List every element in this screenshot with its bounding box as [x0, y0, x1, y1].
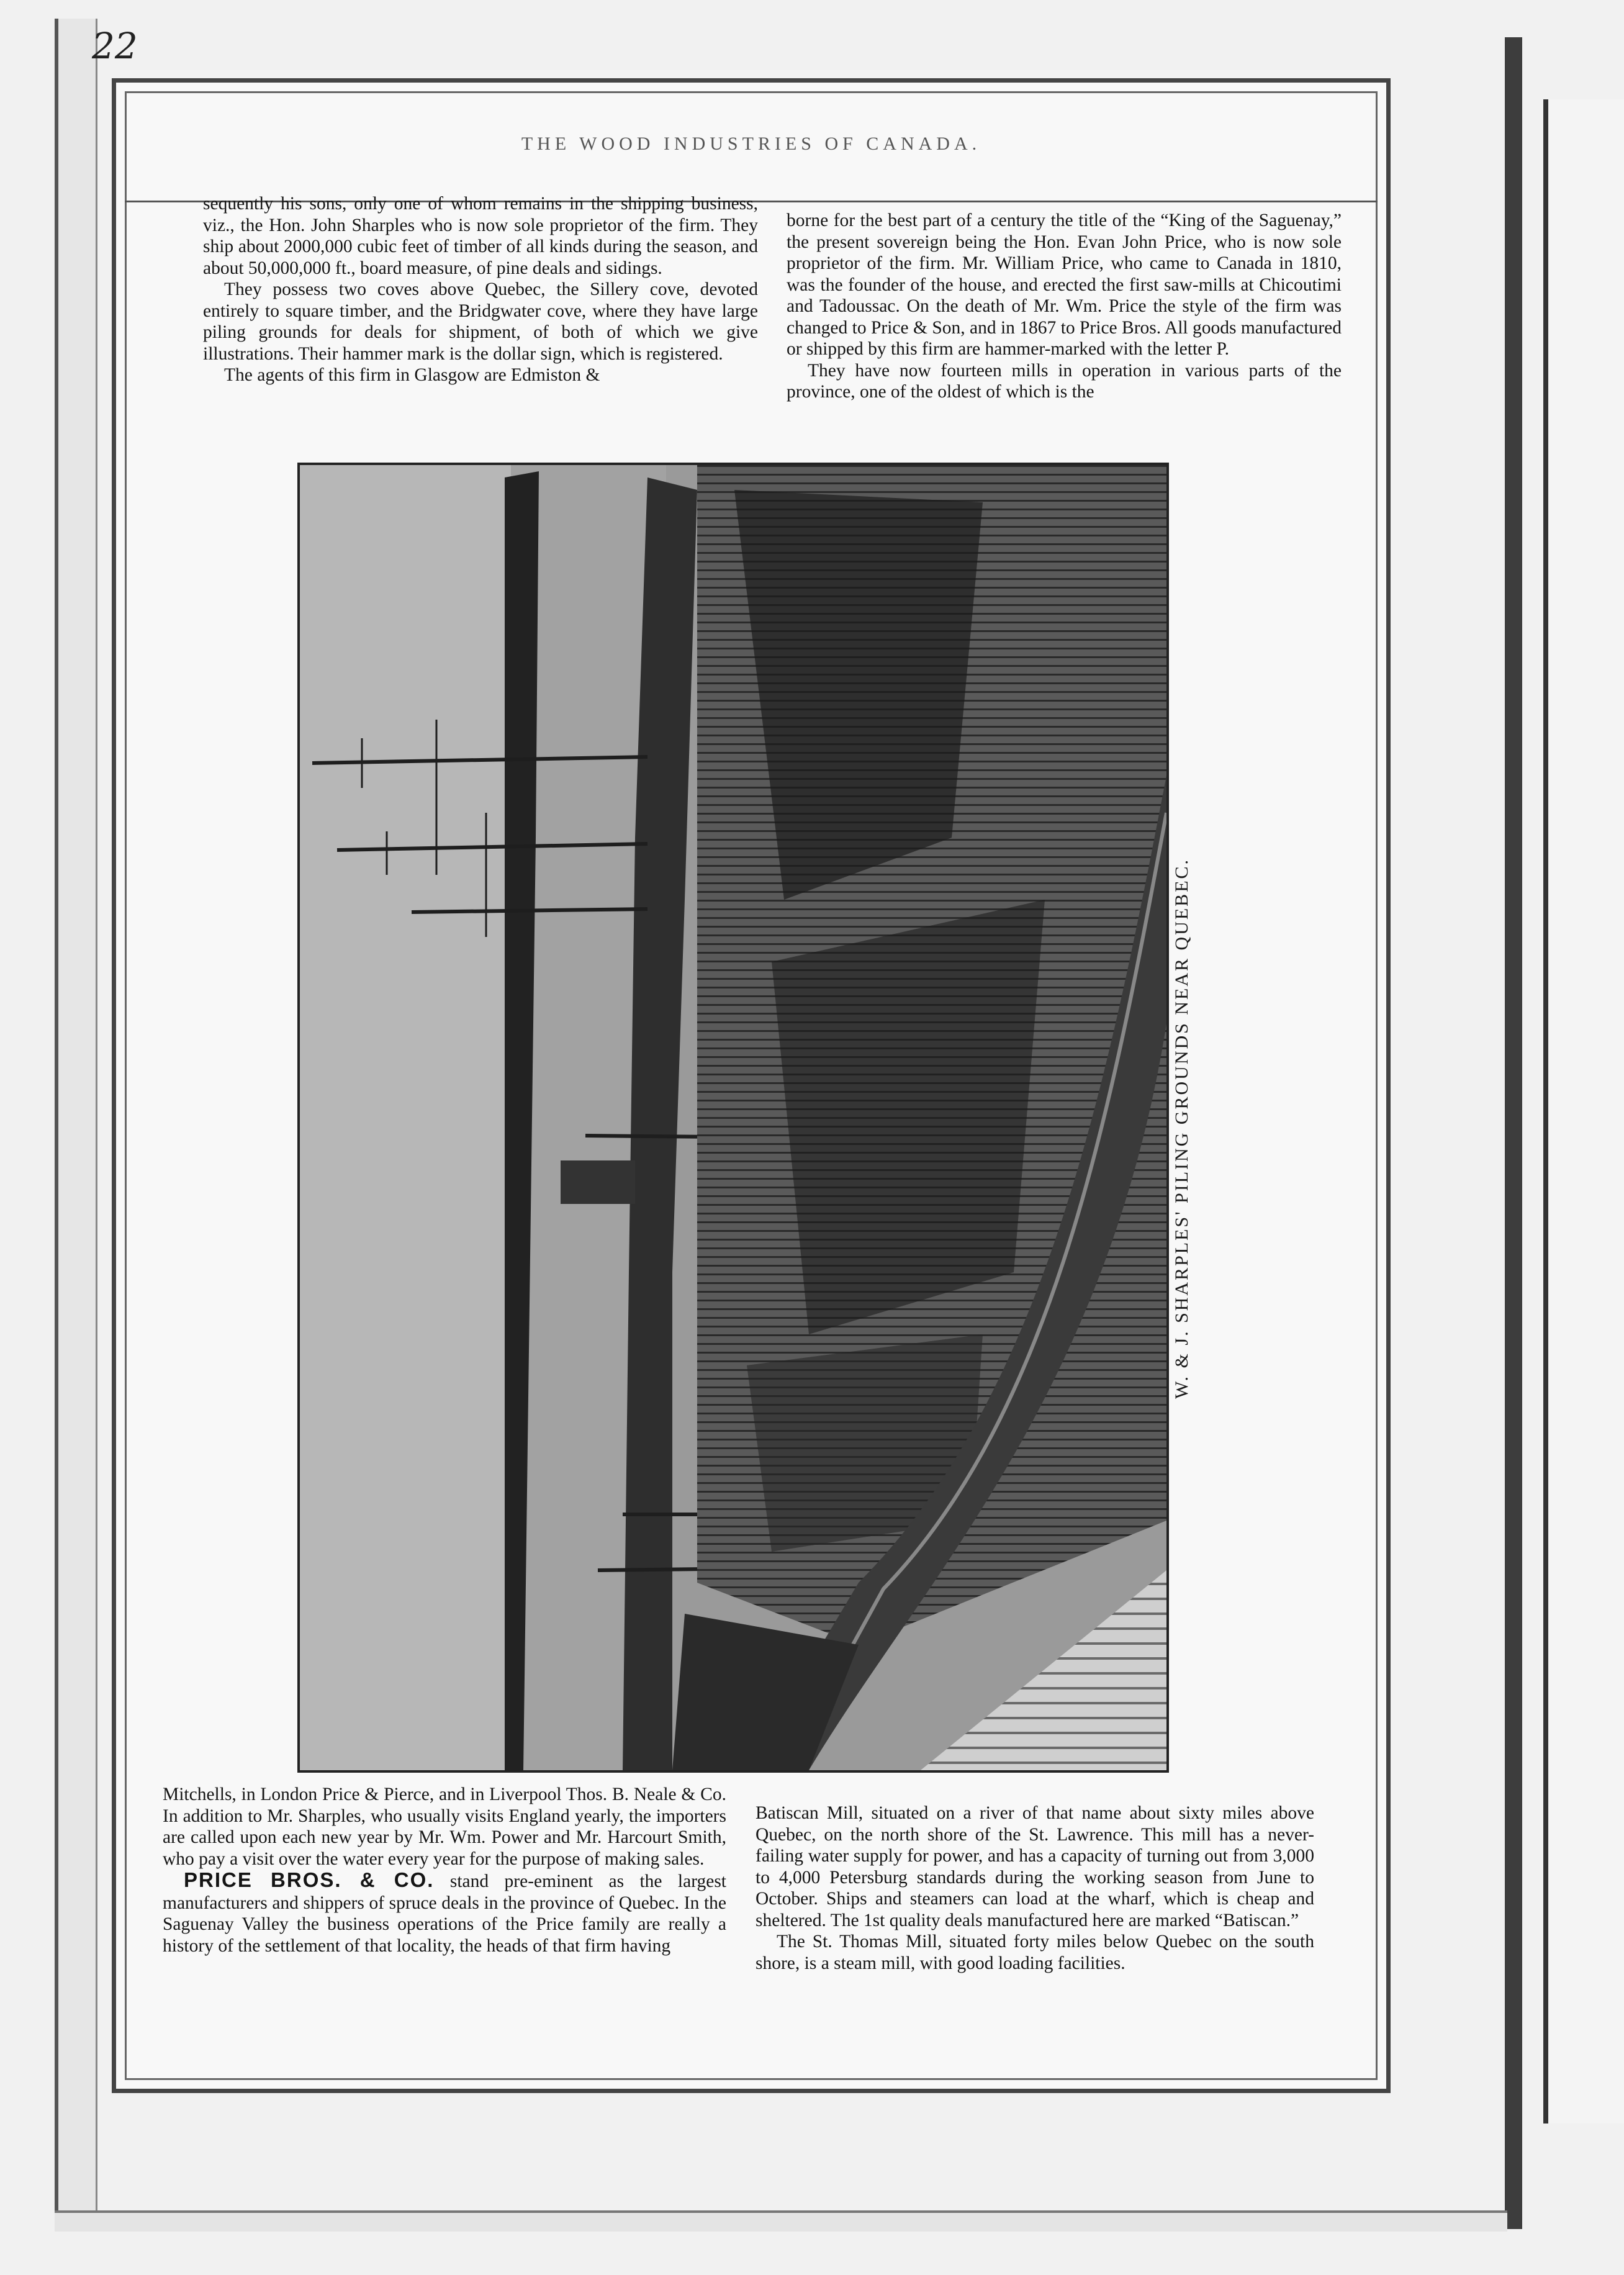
paragraph: The agents of this firm in Glasgow are Edmiston &	[224, 365, 600, 385]
photo-caption: W. & J. SHARPLES' PILING GROUNDS NEAR QUEBEC.	[1171, 857, 1192, 1399]
page-frame	[112, 78, 1391, 2093]
paragraph: They have now fourteen mills in operation in various parts of the province, one of the oldest of which is the	[787, 360, 1342, 402]
paragraph: The St. Thomas Mill, situated forty miles below Quebec on the south shore, is a steam mill, with good loading facilities.	[756, 1932, 1314, 1973]
column-bottom-left	[163, 1784, 726, 1956]
piling-grounds-photo	[297, 463, 1169, 1773]
paragraph: Mitchells, in London Price & Pierce, and in Liverpool Thos. B. Neale & Co. In addition to Mr. Sharples, who usually visits England yearly, the importers are called upon each new year by Mr. Wm. Power and Mr. Harcourt Smith, who pay a visit over the water every year for the purpose of making sales.	[163, 1784, 726, 1869]
paragraph: Batiscan Mill, situated on a river of that name about sixty miles above Quebec, on the north shore of the St. Lawrence. This mill has a never-failing water supply for power, and has a capacity of turning out from 3,000 to 4,000 Petersburg standards during the working season from June to October. Ships and steamers can load at the wharf, which is cheap and sheltered. The 1st quality deals manufactured here are marked “Batiscan.”	[756, 1803, 1314, 1930]
column-bottom-right	[756, 1802, 1314, 1974]
right-page-gutter	[1505, 37, 1522, 2229]
paragraph: borne for the best part of a century the title of the “King of the Saguenay,” the present sovereign being the Hon. Evan John Price, who is now sole proprietor of the firm. Mr. William Price, who came to Canada in 1810, was the founder of the house, and erected the first saw-mills at Chicoutimi and Tadoussac. On the death of Mr. Wm. Price the style of the firm was changed to Price & Son, and in 1867 to Price Bros. All goods manufactured or shipped by this firm are hammer-marked with the letter P.	[787, 210, 1342, 359]
running-head: THE WOOD INDUSTRIES OF CANADA.	[521, 133, 981, 154]
left-binding-edge	[55, 19, 97, 2229]
column-top-left	[203, 193, 758, 386]
paragraph: They possess two coves above Quebec, the Sillery cove, devoted entirely to square timber, and the Bridgwater cove, where they have large piling grounds for deals for shipment, of both of which we give illustrations. Their hammer mark is the dollar sign, which is registered.	[203, 279, 758, 364]
column-top-right	[787, 210, 1342, 403]
page-number: 22	[92, 25, 138, 67]
photo-illustration	[300, 465, 1166, 1770]
paragraph	[163, 1870, 726, 1956]
bottom-page-edge	[55, 2210, 1507, 2232]
paragraph-continuation: stand pre-eminent as the largest manufacturers and shippers of spruce deals in the province of Quebec. In the Saguenay Valley the business operations of the Price family are really a history of the settlement of that locality, the heads of that firm having	[163, 1871, 726, 1956]
paragraph: sequently his sons, only one of whom remains in the shipping business, viz., the Hon. John Sharples who is now sole proprietor of the firm. They ship about 2000,000 cubic feet of timber of all kinds during the season, and about 50,000,000 ft., board measure, of pine deals and sidings.	[203, 194, 758, 278]
adjacent-page-edge	[1543, 99, 1624, 2123]
firm-name: PRICE BROS. & CO.	[184, 1868, 435, 1891]
